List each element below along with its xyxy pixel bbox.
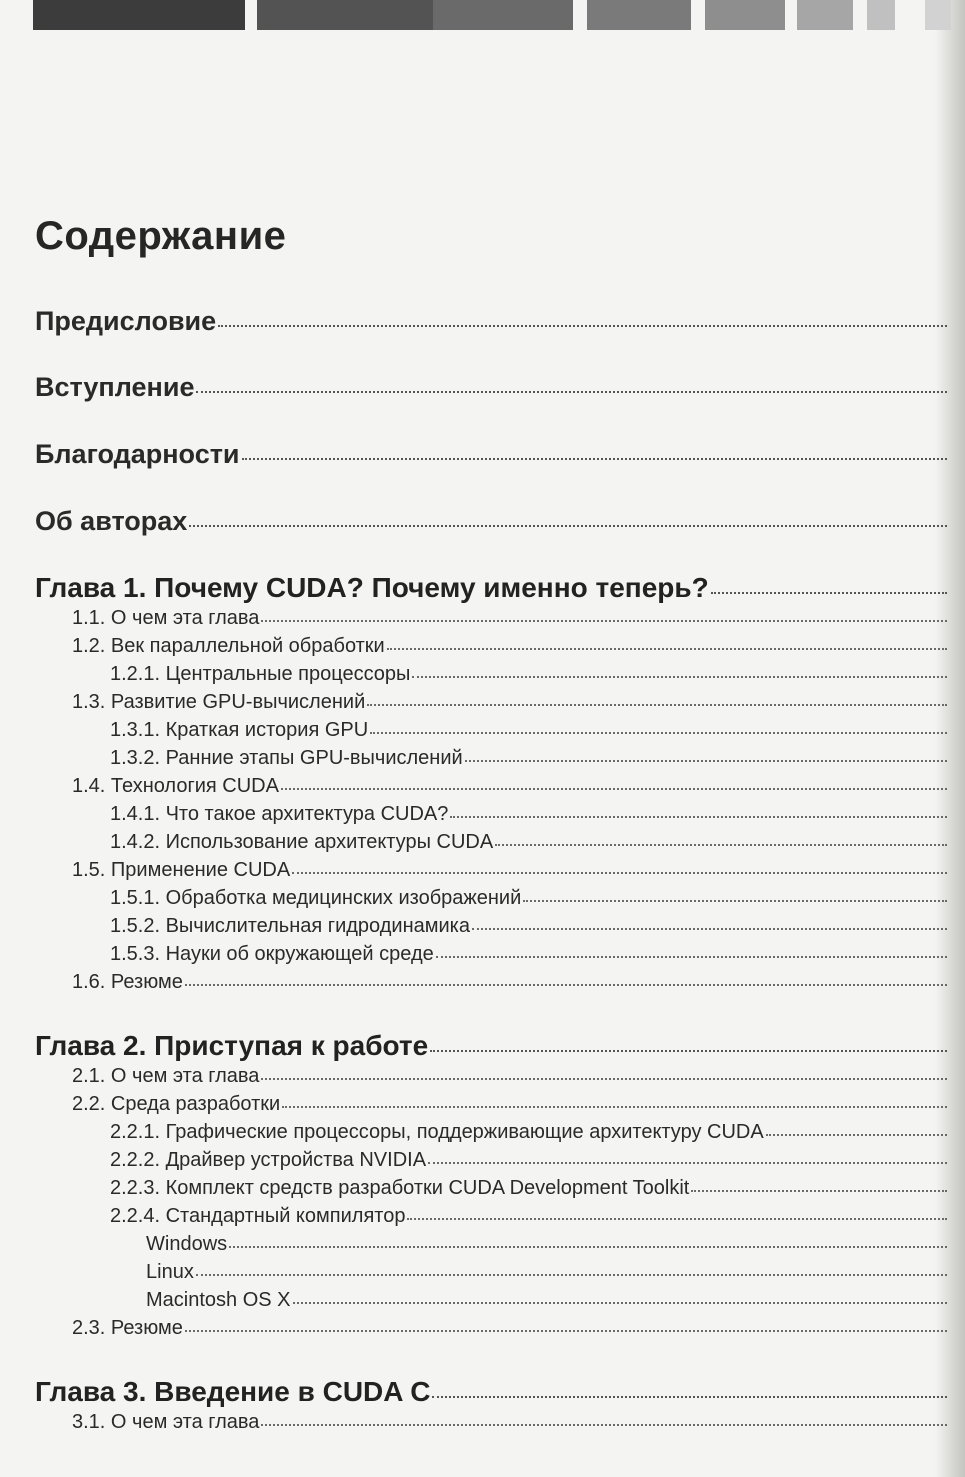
toc-entry-label: 1.5.3. Науки об окружающей среде [110, 943, 434, 965]
bar-segment [925, 0, 951, 30]
bar-segment [587, 0, 691, 30]
dot-leader [196, 1274, 947, 1276]
toc-entry [72, 691, 947, 714]
toc-entry [110, 1149, 947, 1172]
dot-leader [261, 1078, 947, 1080]
toc-entry-label: Windows [146, 1233, 228, 1255]
dot-leader [711, 592, 947, 594]
toc-entry-label: 1.4.2. Использование архитектуры CUDA [110, 831, 494, 853]
toc-entry [110, 1205, 947, 1228]
toc-entry [110, 1121, 947, 1144]
dot-leader [430, 1050, 947, 1052]
toc-entry-label: 2.3. Резюме [72, 1317, 183, 1339]
toc-entry [35, 372, 947, 403]
toc-entry-label: 1.2.1. Центральные процессоры [110, 663, 411, 685]
dot-leader [281, 788, 947, 790]
dot-leader [196, 391, 947, 393]
bar-segment [867, 0, 895, 30]
page-title: Содержание [35, 214, 287, 258]
bar-segment [797, 0, 853, 30]
toc-entry-label: 2.2.1. Графические процессоры, поддерживающие архитектуру CUDA [110, 1121, 764, 1143]
toc-entry [110, 747, 947, 770]
toc-entry [72, 635, 947, 658]
dot-leader [185, 1330, 947, 1332]
dot-leader [523, 900, 947, 902]
dot-leader [367, 704, 947, 706]
toc-entry-label: 1.1. О чем эта глава [72, 607, 260, 629]
toc-entry [110, 663, 947, 686]
dot-leader [261, 620, 947, 622]
dot-leader [472, 928, 947, 930]
toc-entry [110, 803, 947, 826]
dot-leader [450, 816, 947, 818]
bar-segment [33, 0, 245, 30]
toc-entry-label: 1.5.2. Вычислительная гидродинамика [110, 915, 470, 937]
dot-leader [282, 1106, 947, 1108]
toc-entry [72, 1317, 947, 1340]
toc-entry-label: Глава 2. Приступая к работе [35, 1030, 429, 1061]
dot-leader [436, 956, 947, 958]
toc-chapter-entry [35, 1030, 947, 1062]
toc-entry [72, 859, 947, 882]
toc-entry-label: 1.3.1. Краткая история GPU [110, 719, 369, 741]
toc-entry-label: Предисловие [35, 306, 217, 336]
dot-leader [432, 1396, 947, 1398]
toc-entry-label: 2.2.2. Драйвер устройства NVIDIA [110, 1149, 427, 1171]
toc-entry-label: 2.2.4. Стандартный компилятор [110, 1205, 406, 1227]
toc-entry [110, 887, 947, 910]
dot-leader [292, 872, 947, 874]
toc-chapter-entry [35, 572, 947, 604]
toc-entry-label: 1.3.2. Ранние этапы GPU-вычислений [110, 747, 463, 769]
toc-entry [110, 915, 947, 938]
bar-segment [705, 0, 785, 30]
toc-entry [72, 1093, 947, 1116]
toc-entry [72, 607, 947, 630]
toc-entry [35, 439, 947, 470]
dot-leader [412, 676, 947, 678]
toc-entry [72, 971, 947, 994]
toc-entry-label: 1.4.1. Что такое архитектура CUDA? [110, 803, 449, 825]
toc-entry [110, 719, 947, 742]
toc-entry-label: Благодарности [35, 439, 240, 469]
toc-entry-label: 1.5. Применение CUDA [72, 859, 291, 881]
toc-entry-label: Глава 3. Введение в CUDA C [35, 1376, 431, 1407]
toc-entry [110, 943, 947, 966]
top-decorative-bar [33, 0, 963, 30]
dot-leader [242, 458, 947, 460]
toc-entry [72, 775, 947, 798]
dot-leader [465, 760, 947, 762]
dot-leader [370, 732, 947, 734]
bar-segment [433, 0, 573, 30]
toc-entry [72, 1411, 947, 1434]
dot-leader [229, 1246, 947, 1248]
toc-entry-label: 1.2. Век параллельной обработки [72, 635, 385, 657]
dot-leader [218, 325, 947, 327]
toc-entry-label: 2.2. Среда разработки [72, 1093, 281, 1115]
dot-leader [428, 1162, 947, 1164]
toc-entry-label: 1.3. Развитие GPU-вычислений [72, 691, 366, 713]
toc-entry-label: Linux [146, 1261, 194, 1283]
dot-leader [766, 1134, 947, 1136]
toc-entry-label: 1.5.1. Обработка медицинских изображений [110, 887, 522, 909]
toc-entry-label: 2.1. О чем эта глава [72, 1065, 260, 1087]
dot-leader [185, 984, 947, 986]
bar-segment [257, 0, 445, 30]
toc-entry [110, 1177, 947, 1200]
dot-leader [387, 648, 947, 650]
toc-entry-label: Macintosh OS X [146, 1289, 291, 1311]
dot-leader [261, 1424, 947, 1426]
toc-entry-label: Об авторах [35, 506, 188, 536]
toc-chapter-entry [35, 1376, 947, 1408]
toc-entry [146, 1289, 947, 1312]
toc-entry [146, 1261, 947, 1284]
toc-entry-label: 3.1. О чем эта глава [72, 1411, 260, 1433]
dot-leader [407, 1218, 947, 1220]
toc-entry [72, 1065, 947, 1088]
toc-entry-label: Вступление [35, 372, 195, 402]
toc-entry-label: Глава 1. Почему CUDA? Почему именно теперь? [35, 572, 709, 603]
toc-entry [35, 306, 947, 337]
dot-leader [691, 1190, 947, 1192]
toc-entry-label: 2.2.3. Комплект средств разработки CUDA Development Toolkit [110, 1177, 690, 1199]
toc-entry [146, 1233, 947, 1256]
dot-leader [189, 525, 947, 527]
dot-leader [495, 844, 947, 846]
toc-entry-label: 1.6. Резюме [72, 971, 183, 993]
toc-entry-label: 1.4. Технология CUDA [72, 775, 279, 797]
toc-entry [35, 506, 947, 537]
toc-entry [110, 831, 947, 854]
dot-leader [293, 1302, 947, 1304]
